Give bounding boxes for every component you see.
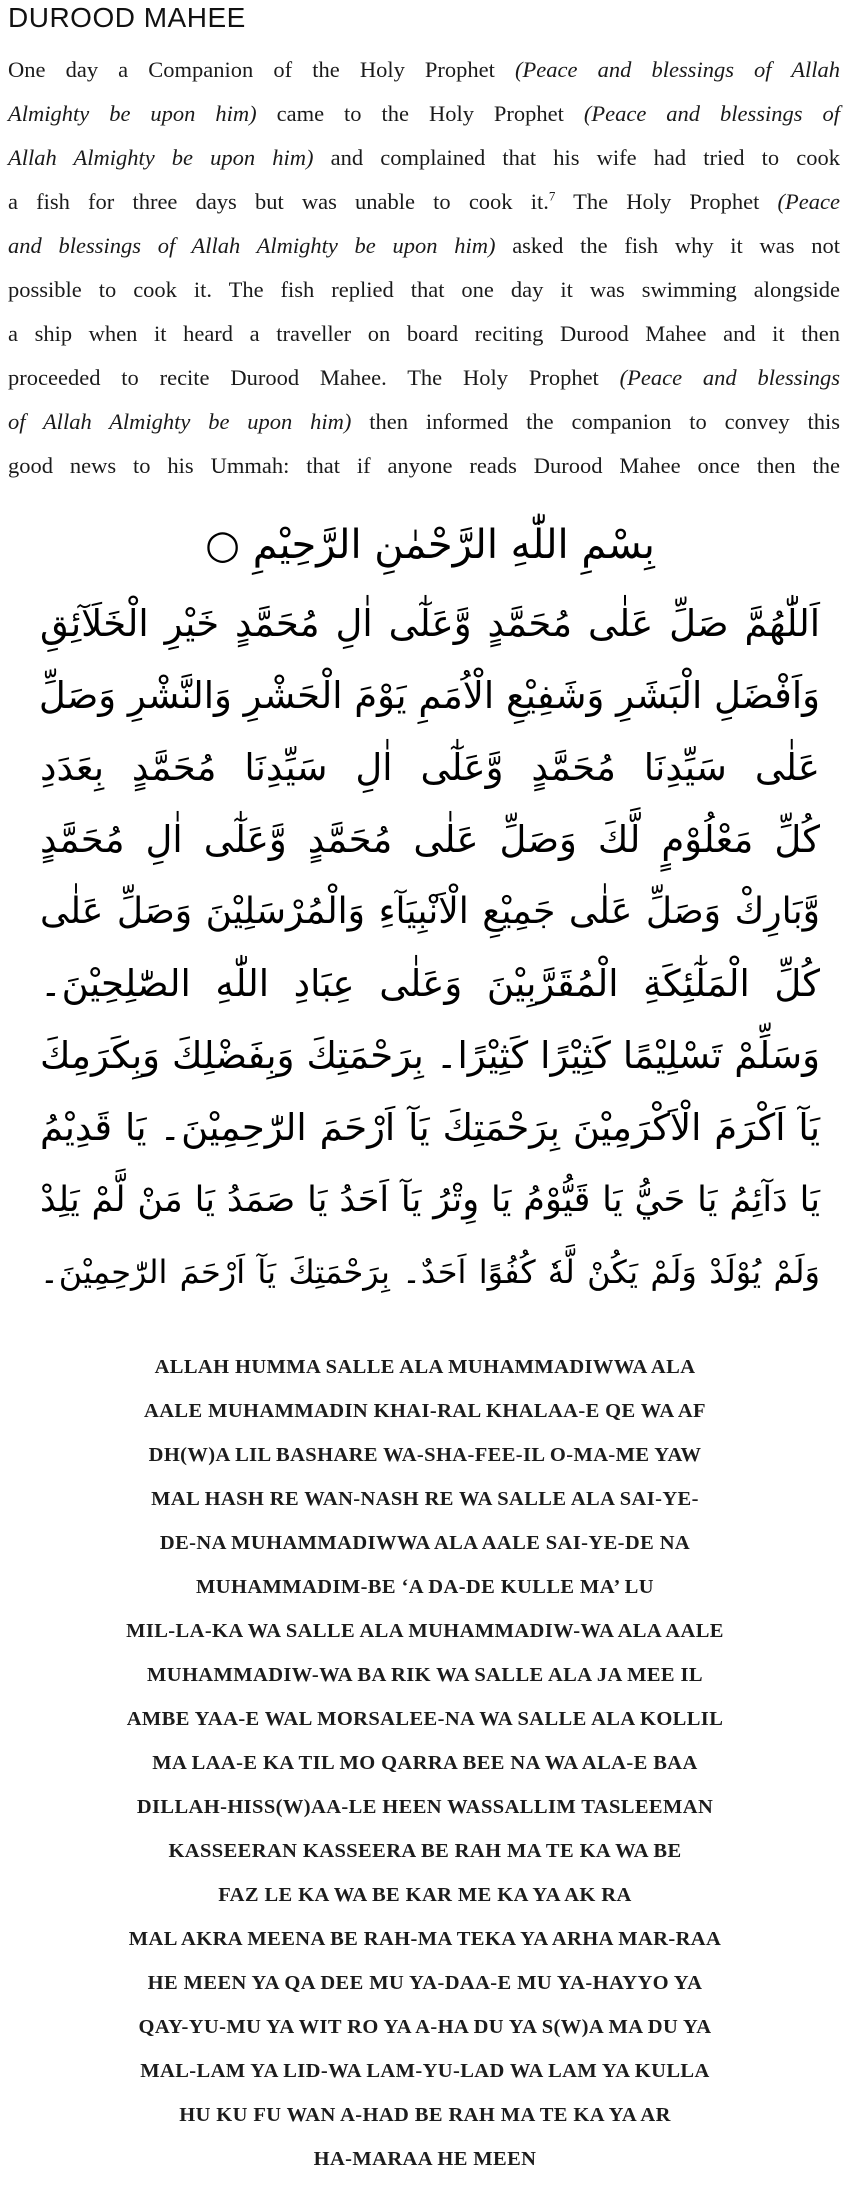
intro-line <box>8 400 840 444</box>
arabic-line: كُلِّ مَعْلُوْمٍ لَّكَ وَصَلِّ عَلٰى مُحَمَّدٍ وَّعَلٰٓى اٰلِ مُحَمَّدٍ <box>40 818 820 861</box>
intro-text: then informed the companion to convey this <box>351 409 840 434</box>
transliteration-line: HA-MARAA HE MEEN <box>313 2148 537 2170</box>
arabic-lines <box>40 588 820 1308</box>
intro-line <box>8 444 840 488</box>
intro-text: asked the fish why it was not <box>495 233 840 258</box>
intro-text: One day a Companion of the Holy Prophet <box>8 57 516 82</box>
arabic-line: وَّبَارِكْ وَصَلِّ عَلٰى جَمِيْعِ الْاَنْبِيَآءِ وَالْمُرْسَلِيْنَ وَصَلِّ عَلٰى <box>40 891 820 932</box>
honorific-text: Almighty be upon him) <box>8 101 257 126</box>
page-title: DUROOD MAHEE <box>8 2 246 33</box>
honorific-text: Allah Almighty be upon him) <box>8 145 314 170</box>
intro-text: came to the Holy Prophet <box>256 101 584 126</box>
transliteration-line: DH(W)A LIL BASHARE WA-SHA-FEE-IL O-MA-ME YAW <box>148 1444 702 1466</box>
intro-text: possible to cook it. The fish replied that one day it was swimming alongside <box>8 277 840 302</box>
arabic-line: كُلِّ الْمَلٰٓئِكَةِ الْمُقَرَّبِيْنَ وَعَلٰى عِبَادِ اللّٰهِ الصّٰلِحِيْنَ۔ <box>40 962 820 1005</box>
arabic-line: عَلٰى سَيِّدِنَا مُحَمَّدٍ وَّعَلٰٓى اٰلِ سَيِّدِنَا مُحَمَّدٍ بِعَدَدِ <box>40 746 820 789</box>
transliteration-line: DILLAH-HISS(W)AA-LE HEEN WASSALLIM TASLEEMAN <box>136 1796 714 1818</box>
transliteration-line: DE-NA MUHAMMADIWWA ALA AALE SAI-YE-DE NA <box>159 1532 691 1554</box>
intro-line <box>8 268 840 312</box>
transliteration-line: AMBE YAA-E WAL MORSALEE-NA WA SALLE ALA KOLLIL <box>126 1708 724 1730</box>
arabic-line: يَآ اَكْرَمَ الْاَكْرَمِيْنَ بِرَحْمَتِكَ يَآ اَرْحَمَ الرّٰحِمِيْنَ۔ يَا قَدِيْمُ <box>40 1106 820 1149</box>
bismillah-line: بِسْمِ اللّٰهِ الرَّحْمٰنِ الرَّحِيْمِ ○ <box>205 522 655 568</box>
honorific-text: (Peace and blessings <box>619 365 840 390</box>
footnote-marker: 7 <box>548 188 556 204</box>
transliteration-line: QAY-YU-MU YA WIT RO YA A-HA DU YA S(W)A MA DU YA <box>138 2016 712 2038</box>
transliteration-line: MAL AKRA MEENA BE RAH-MA TEKA YA ARHA MAR-RAA <box>128 1928 722 1950</box>
transliteration-line: HU KU FU WAN A-HAD BE RAH MA TE KA YA AR <box>179 2104 671 2126</box>
arabic-line: وَلَمْ يُوْلَدْ وَلَمْ يَكُنْ لَّهٗ كُفُوًا اَحَدٌ۔ بِرَحْمَتِكَ يَآ اَرْحَمَ الرّٰحِمِيْنَ۔ <box>40 1253 820 1291</box>
transliteration-block <box>0 1345 850 2181</box>
intro-text: proceeded to recite Durood Mahee. The Holy Prophet <box>8 365 620 390</box>
transliteration-line: MA LAA-E KA TIL MO QARRA BEE NA WA ALA-E BAA <box>152 1752 698 1774</box>
transliteration-line: HE MEEN YA QA DEE MU YA-DAA-E MU YA-HAYYO YA <box>147 1972 703 1994</box>
intro-line <box>8 48 840 92</box>
arabic-line: وَسَلِّمْ تَسْلِيْمًا كَثِيْرًا كَثِيْرًا۔ بِرَحْمَتِكَ وَبِفَضْلِكَ وَبِكَرَمِكَ <box>40 1034 820 1077</box>
intro-text: a ship when it heard a traveller on board reciting Durood Mahee and it then <box>8 321 840 346</box>
honorific-text: and blessings of Allah Almighty be upon him) <box>8 233 496 258</box>
transliteration-line: MUHAMMADIW-WA BA RIK WA SALLE ALA JA MEE IL <box>147 1664 703 1686</box>
transliteration-line: AALE MUHAMMADIN KHAI-RAL KHALAA-E QE WA AF <box>144 1400 706 1422</box>
honorific-text: (Peace and blessings of Allah <box>515 57 840 82</box>
intro-line <box>8 224 840 268</box>
intro-text: and complained that his wife had tried to cook <box>313 145 840 170</box>
arabic-durood-text <box>40 510 820 1308</box>
intro-line <box>8 180 840 224</box>
intro-paragraph <box>8 48 840 488</box>
intro-text: The Holy Prophet <box>555 189 778 214</box>
arabic-line: يَا دَآئِمُ يَا حَيُّ يَا قَيُّوْمُ يَا وِتْرُ يَآ اَحَدُ يَا صَمَدُ يَا مَنْ لَّمْ يَلِدْ <box>40 1180 820 1220</box>
intro-line <box>8 136 840 180</box>
transliteration-line: FAZ LE KA WA BE KAR ME KA YA AK RA <box>218 1884 632 1906</box>
intro-line <box>8 356 840 400</box>
intro-line <box>8 312 840 356</box>
transliteration-line: MAL-LAM YA LID-WA LAM-YU-LAD WA LAM YA KULLA <box>140 2060 710 2082</box>
transliteration-line: MUHAMMADIM-BE ‘A DA-DE KULLE MA’ LU <box>196 1576 654 1598</box>
transliteration-line: MAL HASH RE WAN-NASH RE WA SALLE ALA SAI-YE- <box>151 1488 699 1510</box>
honorific-text: of Allah Almighty be upon him) <box>8 409 352 434</box>
arabic-line: وَاَفْضَلِ الْبَشَرِ وَشَفِيْعِ الْاُمَمِ يَوْمَ الْحَشْرِ وَالنَّشْرِ وَصَلِّ <box>38 674 820 717</box>
arabic-line: اَللّٰهُمَّ صَلِّ عَلٰى مُحَمَّدٍ وَّعَلٰٓى اٰلِ مُحَمَّدٍ خَيْرِ الْخَلَآئِقِ <box>40 602 820 645</box>
transliteration-line: MIL-LA-KA WA SALLE ALA MUHAMMADIW-WA ALA AALE <box>126 1620 724 1642</box>
transliteration-line: KASSEERAN KASSEERA BE RAH MA TE KA WA BE <box>168 1840 682 1862</box>
honorific-text: (Peace and blessings of <box>583 101 840 126</box>
transliteration-line: ALLAH HUMMA SALLE ALA MUHAMMADIWWA ALA <box>154 1356 696 1378</box>
intro-text: good news to his Ummah: that if anyone reads Durood Mahee once then the <box>8 453 840 478</box>
intro-text: a fish for three days but was unable to cook it. <box>8 189 549 214</box>
honorific-text: (Peace <box>777 189 840 214</box>
intro-line <box>8 92 840 136</box>
